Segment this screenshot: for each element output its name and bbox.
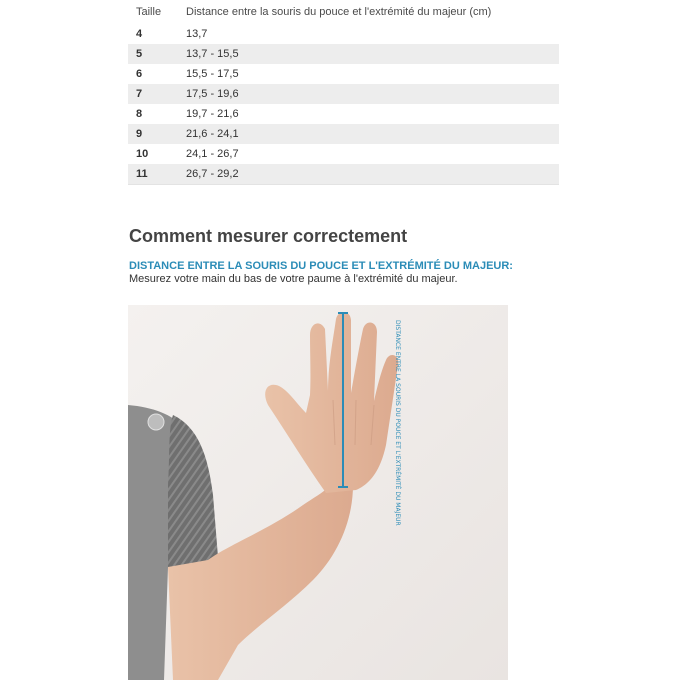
logo-icon	[148, 414, 164, 430]
instruction-paragraph	[129, 260, 529, 286]
table-row	[128, 44, 559, 64]
table-row	[128, 164, 559, 185]
table-row	[128, 124, 559, 144]
size-cell: 9	[136, 128, 143, 140]
table-header-row	[128, 0, 559, 24]
column-header-size: Taille	[136, 6, 162, 18]
range-cell: 13,7	[186, 28, 208, 40]
table-row	[128, 84, 559, 104]
vertical-measure-label: DISTANCE ENTRE LA SOURIS DU POUCE ET L'EXTRÉMITÉ DU MAJEUR	[394, 320, 401, 526]
size-cell: 4	[136, 28, 143, 40]
instruction-label: DISTANCE ENTRE LA SOURIS DU POUCE ET L'EXTRÉMITÉ DU MAJEUR:	[129, 260, 513, 272]
instruction-text: Mesurez votre main du bas de votre paume à l'extrémité du majeur.	[129, 273, 458, 285]
size-cell: 8	[136, 108, 143, 120]
size-table	[128, 0, 559, 185]
range-cell: 13,7 - 15,5	[186, 48, 239, 60]
table-row	[128, 24, 559, 44]
size-cell: 6	[136, 68, 143, 80]
table-row	[128, 144, 559, 164]
range-cell: 15,5 - 17,5	[186, 68, 239, 80]
hand-measurement-photo	[128, 305, 508, 680]
range-cell: 26,7 - 29,2	[178, 164, 559, 185]
range-cell: 24,1 - 26,7	[186, 148, 239, 160]
size-cell: 7	[136, 88, 143, 100]
range-cell: 19,7 - 21,6	[186, 108, 239, 120]
range-cell: 21,6 - 24,1	[186, 128, 239, 140]
range-cell: 17,5 - 19,6	[186, 88, 239, 100]
size-cell: 5	[136, 48, 143, 60]
column-header-distance: Distance entre la souris du pouce et l'extrémité du majeur (cm)	[186, 6, 492, 18]
size-cell: 11	[128, 164, 178, 185]
table-row	[128, 104, 559, 124]
section-title: Comment mesurer correctement	[129, 226, 408, 246]
table-row	[128, 64, 559, 84]
size-cell: 10	[136, 148, 149, 160]
